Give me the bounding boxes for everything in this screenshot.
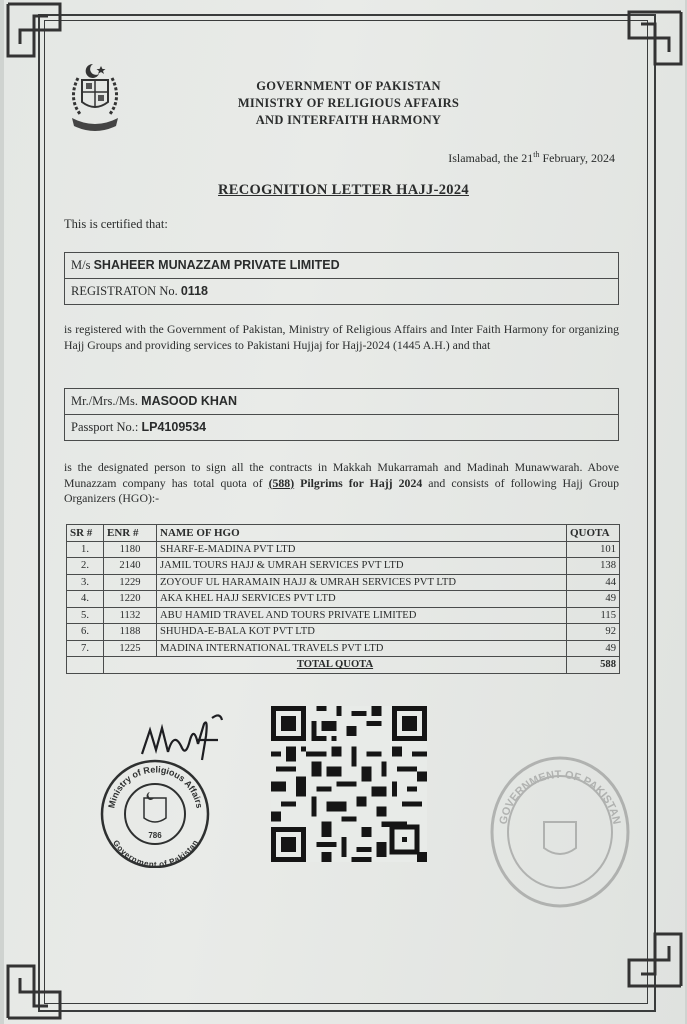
cell-enr: 2140 [104,558,157,575]
designation-paragraph [64,460,619,507]
registration-paragraph: is registered with the Government of Pakistan, Ministry of Religious Affairs and Inter Faith Harmony for organizing Hajj Groups and providing services to Pakistani Hujjaj for Hajj-2024 (1445 A.H.) and that [64,322,619,352]
cell-name: SHARF-E-MADINA PVT LTD [157,541,567,558]
date-month-year: February, 2024 [539,151,615,165]
cell-sr: 2. [67,558,104,575]
ministry-header [0,78,687,129]
passport-row [65,414,618,440]
cell-quota: 49 [567,591,620,608]
total-quota-inline: (588) [268,475,295,490]
corner-ornament-bottom-left [4,962,64,1022]
cell-quota: 101 [567,541,620,558]
svg-text:GOVERNMENT OF PAKISTAN [498,769,623,826]
company-prefix: M/s [71,258,94,272]
total-quota-label: TOTAL QUOTA [104,657,567,674]
table-row [67,574,620,591]
corner-ornament-top-right [625,8,685,68]
table-row [67,541,620,558]
company-name: SHAHEER MUNAZZAM PRIVATE LIMITED [93,258,340,272]
cell-name: ABU HAMID TRAVEL AND TOURS PRIVATE LIMITED [157,607,567,624]
cell-enr: 1132 [104,607,157,624]
cell-sr: 5. [67,607,104,624]
date-prefix: Islamabad, the 21 [448,151,534,165]
total-quota-value: 588 [567,657,620,674]
svg-text:Ministry of Religious Affairs [106,764,204,809]
cell-quota: 92 [567,624,620,641]
cell-enr: 1225 [104,640,157,657]
seal-number: 786 [148,831,162,840]
table-row [67,591,620,608]
cell-enr: 1188 [104,624,157,641]
designation-text: is the designated person to sign all the contracts in Makkah Mukarramah and Madinah Munawwarah. Above Munazzam company has total quota of [64,460,619,490]
cell-quota: 49 [567,640,620,657]
total-row [67,657,620,674]
cell-name: MADINA INTERNATIONAL TRAVELS PVT LTD [157,640,567,657]
cell-name: JAMIL TOURS HAJJ & UMRAH SERVICES PVT LTD [157,558,567,575]
header-name: NAME OF HGO [157,525,567,542]
hgo-table [66,524,620,674]
date-line [448,150,615,166]
person-prefix: Mr./Mrs./Ms. [71,394,142,408]
person-box [64,388,619,441]
company-row [65,253,618,278]
cell-sr: 6. [67,624,104,641]
seal-top-text: Ministry of Religious Affairs [106,764,205,810]
cell-name: SHUHDA-E-BALA KOT PVT LTD [157,624,567,641]
cell-name: ZOYOUF UL HARAMAIN HAJJ & UMRAH SERVICES PVT LTD [157,574,567,591]
header-line-2: MINISTRY OF RELIGIOUS AFFAIRS [237,96,460,110]
faded-seal-text: GOVERNMENT OF PAKISTAN [497,768,623,826]
header-line-3: AND INTERFAITH HARMONY [255,113,442,127]
person-name: MASOOD KHAN [141,394,237,408]
header-quota: QUOTA [567,525,620,542]
signature-text: MAkf [178,765,186,769]
cell-quota: 44 [567,574,620,591]
seal-bottom-text: Government of Pakistan [111,838,200,868]
cell-sr: 4. [67,591,104,608]
person-row [65,389,618,414]
cell-enr: 1180 [104,541,157,558]
ministry-seal-stamp [98,758,213,868]
hgo-intro-text: and consists of following Hajj Group Organizers (HGO):- [64,475,619,505]
table-row [67,558,620,575]
header-enr: ENR # [104,525,157,542]
cell-quota: 138 [567,558,620,575]
registration-number: 0118 [180,284,208,298]
passport-number: LP4109534 [141,420,207,434]
cell-sr: 7. [67,640,104,657]
header-line-1: GOVERNMENT OF PAKISTAN [256,79,441,93]
cell-sr: 1. [67,541,104,558]
certified-text: This is certified that: [64,217,168,231]
table-row [67,640,620,657]
cell-empty [67,657,104,674]
table-row [67,624,620,641]
svg-text:Government of Pakistan [111,838,200,868]
pilgrims-text: Pilgrims for Hajj 2024 [294,475,423,490]
cell-enr: 1229 [104,574,157,591]
registration-row [65,278,618,304]
letter-title: RECOGNITION LETTER HAJJ-2024 [218,182,469,198]
cell-enr: 1220 [104,591,157,608]
table-row [67,607,620,624]
cell-quota: 115 [567,607,620,624]
table-header-row [67,525,620,542]
corner-ornament-bottom-right [625,930,685,990]
date-suffix-th: th [533,150,540,159]
company-box [64,252,619,305]
header-sr: SR # [67,525,104,542]
qr-code [270,706,428,862]
faded-seal-stamp [486,752,634,912]
cell-name: AKA KHEL HAJJ SERVICES PVT LTD [157,591,567,608]
registration-label: REGISTRATON No. [71,284,181,298]
corner-ornament-top-left [4,0,64,60]
cell-sr: 3. [67,574,104,591]
passport-label: Passport No.: [71,420,142,434]
